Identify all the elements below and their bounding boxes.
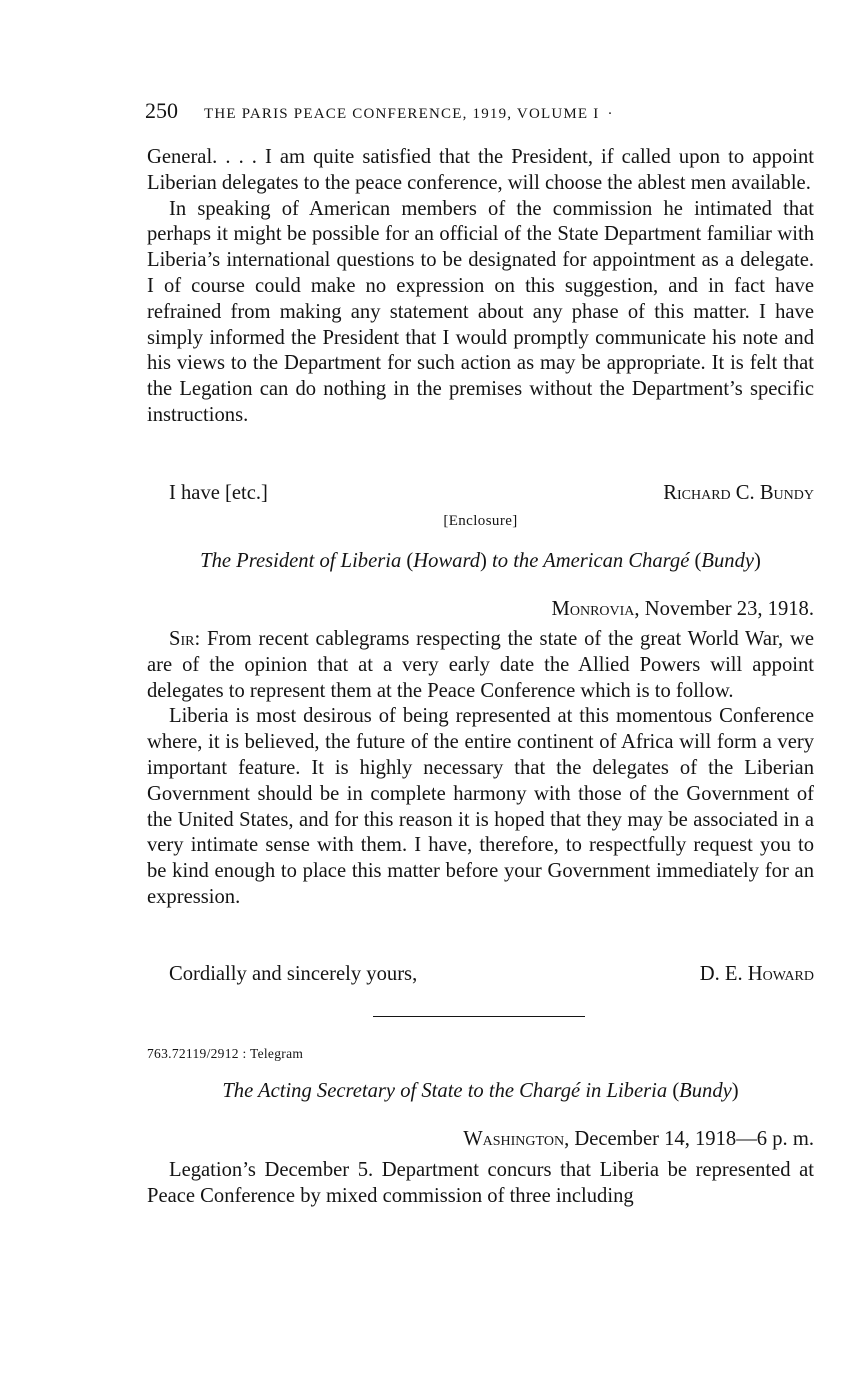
enclosure-label: [Enclosure] (443, 513, 518, 529)
enclosure-dateline (147, 598, 814, 621)
dateline-place: Washington (463, 1128, 565, 1150)
telegram-dateline (147, 1128, 814, 1151)
page-number: 250 (145, 98, 178, 123)
letter-paragraph: In speaking of American members of the commission he intimated that perhaps it might be possible for an official of the State Department familiar with Liberia’s international questions to be designated for appointment as a delegate. I of course could make no expression on this suggestion, and in fact have refrained from making any statement about any phase of this matter. I have simply informed the President that I would promptly communicate his note and his views to the Department for such action as may be appropriate. It is felt that the Legation can do nothing in the premises without the Department’s specific instructions. (147, 197, 814, 426)
file-number: 763.72119/2912 : Telegram (147, 1046, 304, 1061)
running-header (145, 98, 815, 124)
dateline-date: , November 23, 1918. (634, 598, 814, 620)
caption-part: ( (672, 1080, 680, 1102)
telegram-caption (147, 1080, 814, 1103)
caption-part: ) (731, 1080, 739, 1102)
dateline-place: Monrovia (551, 598, 635, 620)
enclosure-paragraph (147, 627, 814, 704)
caption-part: The Acting Secretary of State to the Chargé in Liberia (222, 1080, 673, 1102)
letter-body (147, 145, 814, 429)
paragraph-text: : From recent cablegrams respecting the state of the great World War, we are of the opinion that at a very early date the Allied Powers will appoint delegates to represent them at the Peace Conference which is to follow. (147, 628, 814, 702)
caption-part: ( (694, 550, 702, 572)
caption-part: ) (480, 550, 487, 572)
header-mark: · (607, 106, 614, 122)
caption-part: Bundy (679, 1080, 732, 1102)
enclosure-caption (147, 550, 814, 573)
running-title: THE PARIS PEACE CONFERENCE, 1919, VOLUME I (204, 106, 600, 122)
letter-paragraph: General. . . . I am quite satisfied that the President, if called upon to appoint Liberian delegates to the peace conference, will choose the ablest men available. (147, 146, 814, 194)
caption-part: to the American Chargé (486, 550, 695, 572)
caption-part: ) (754, 550, 761, 572)
telegram-body (147, 1158, 814, 1210)
letter-closing: I have [etc.] (169, 482, 268, 504)
caption-part: ( (406, 550, 414, 572)
enclosure-closing: Cordially and sincerely yours, (169, 963, 418, 985)
letter-signature: Richard C. Bundy (663, 482, 814, 504)
enclosure-body (147, 627, 814, 911)
caption-part: Bundy (701, 550, 755, 572)
salutation: Sir (169, 628, 195, 650)
caption-part: Howard (413, 550, 481, 572)
section-divider (373, 1016, 585, 1017)
caption-part: The President of Liberia (200, 550, 407, 572)
dateline-date: , December 14, 1918—6 p. m. (564, 1128, 814, 1150)
telegram-paragraph: Legation’s December 5. Department concurs that Liberia be represented at Peace Conference by mixed commission of three including (147, 1159, 814, 1207)
enclosure-paragraph: Liberia is most desirous of being represented at this momentous Conference where, it is believed, the future of the entire continent of Africa will form a very important feature. It is highly necessary that the delegates of the Liberian Government should be in complete harmony with those of the Government of the United States, and for this reason it is hoped that they may be associated in a very intimate sense with them. I have, therefore, to respectfully request you to be kind enough to place this matter before your Government immediately for an expression. (147, 705, 814, 908)
enclosure-signature: D. E. Howard (699, 963, 814, 985)
